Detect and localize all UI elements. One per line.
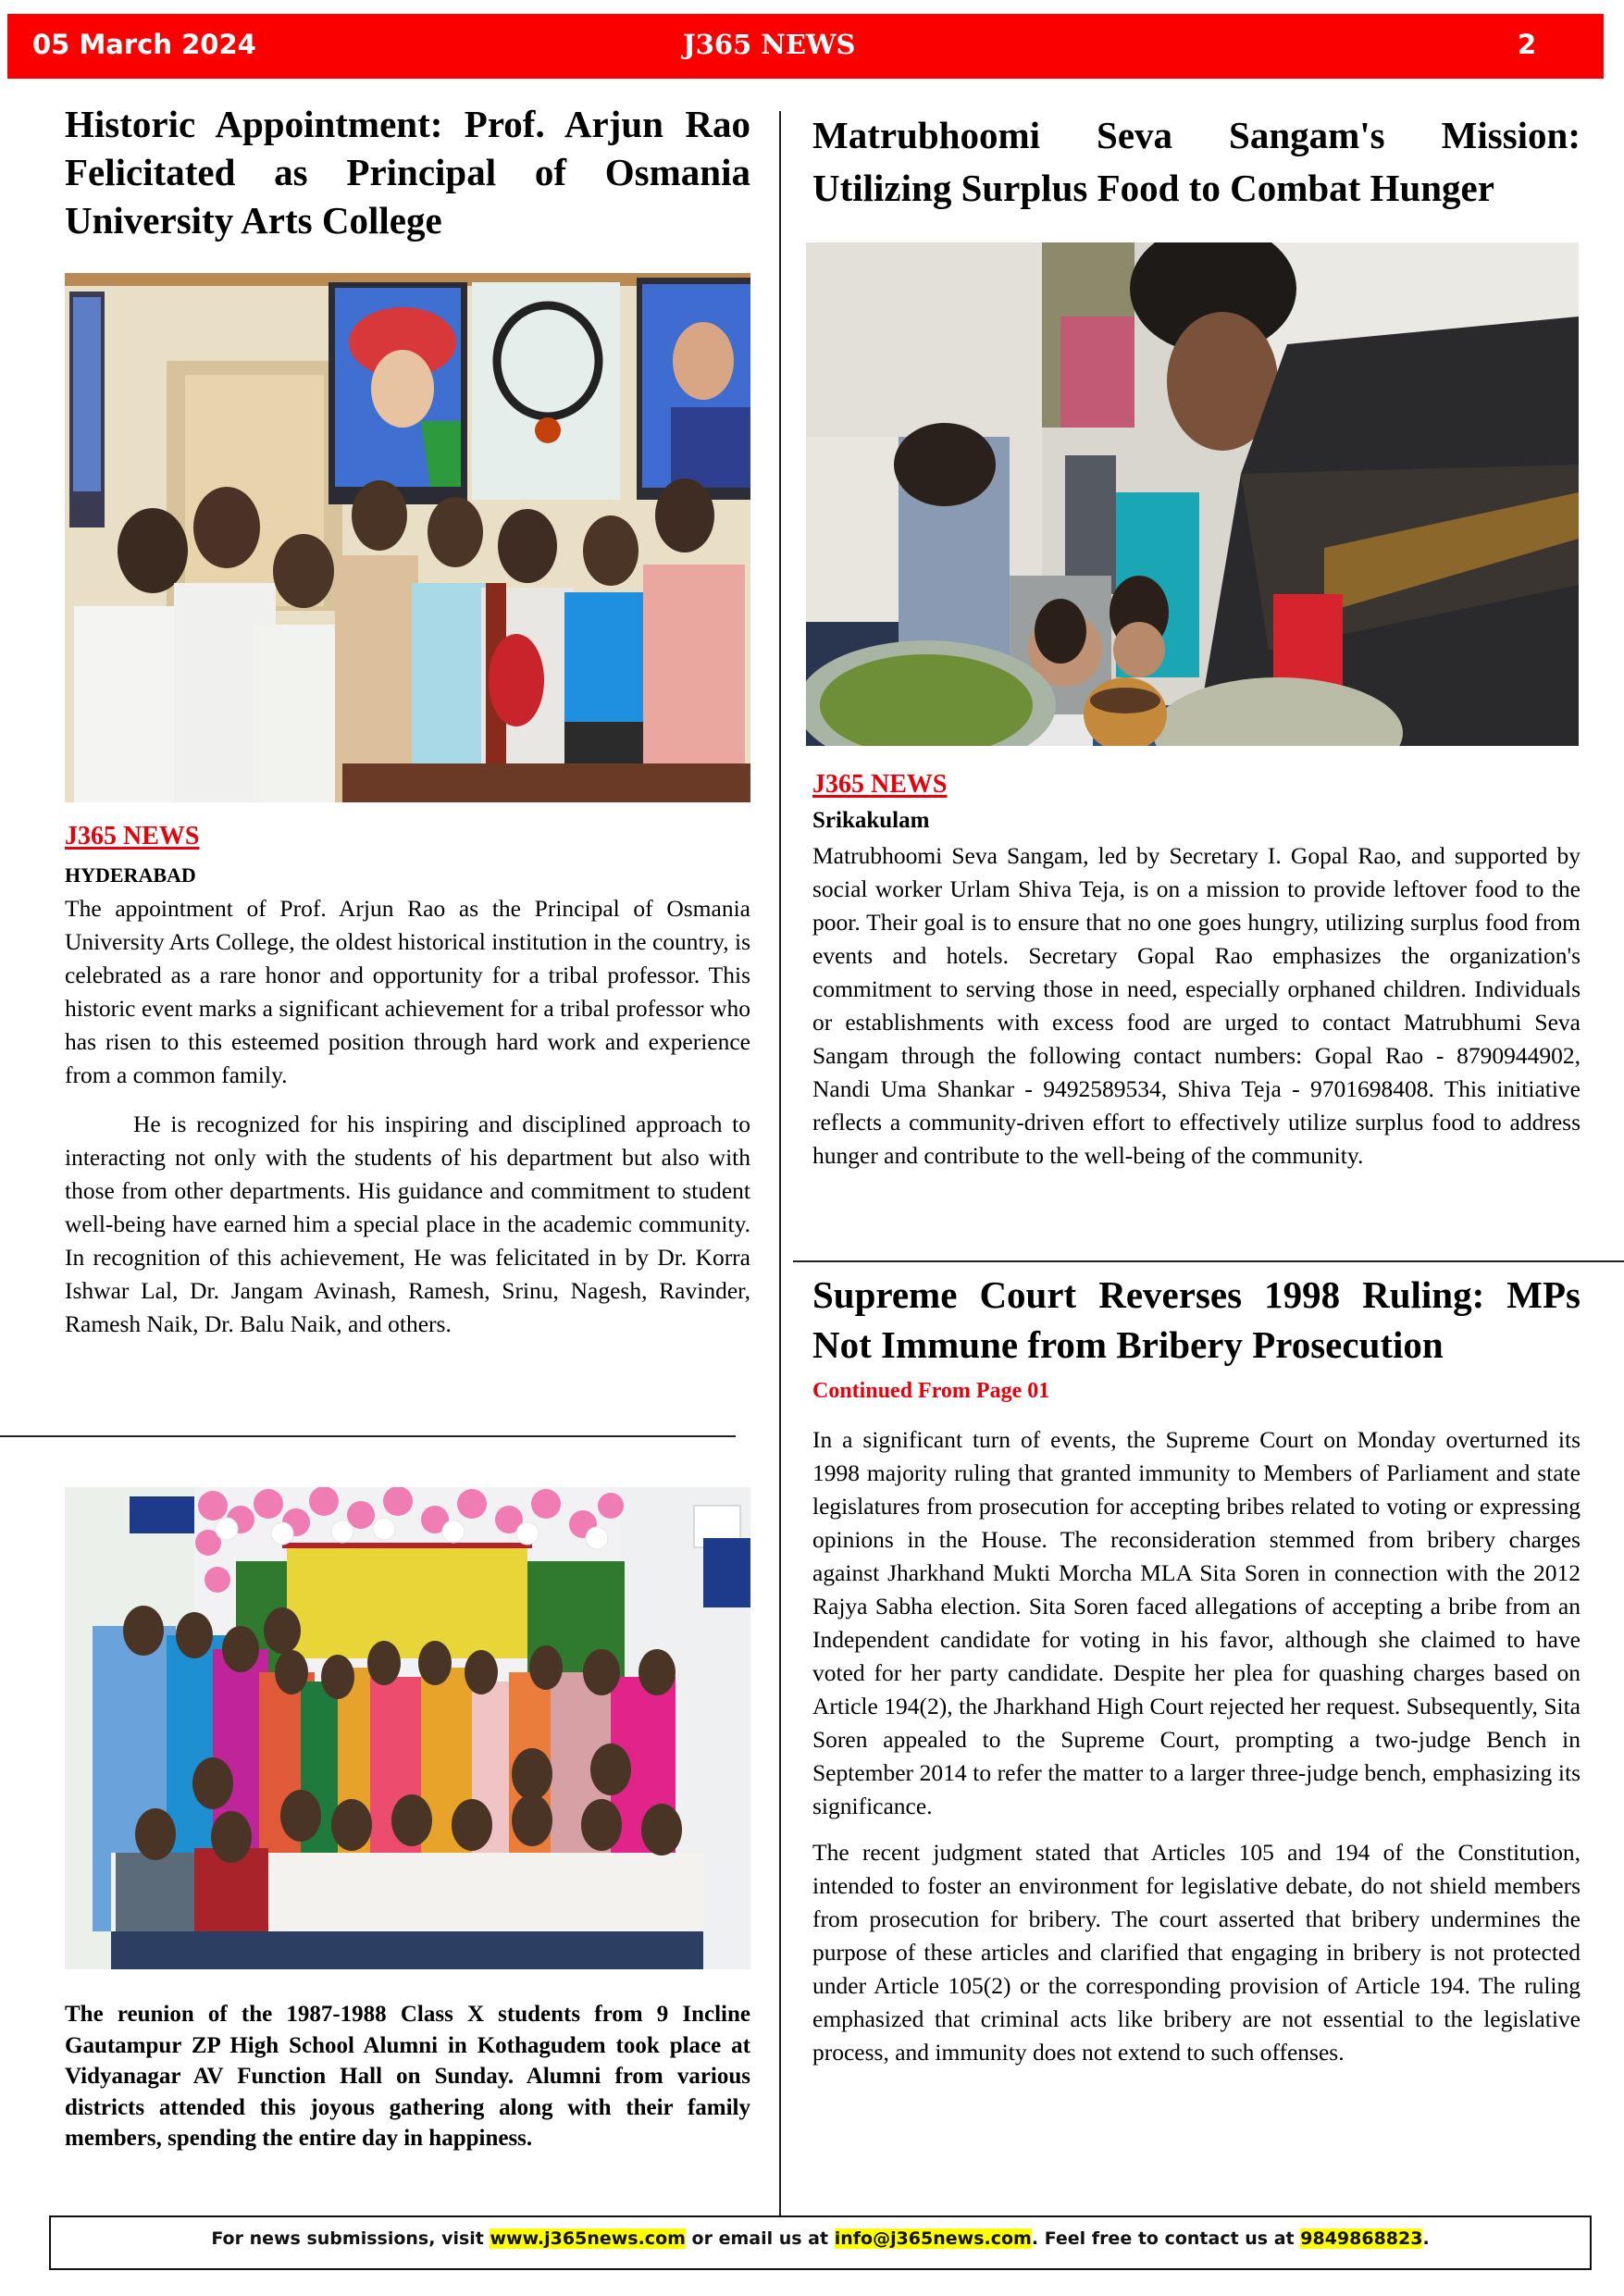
right-article-photo <box>806 242 1579 746</box>
right-article-source-link[interactable]: J365 NEWS <box>812 770 948 799</box>
left-article-headline: Historic Appointment: Prof. Arjun Rao Felicitated as Principal of Osmania University Arts College <box>65 103 750 242</box>
issue-date: 05 March 2024 <box>32 29 256 60</box>
column-divider <box>779 111 781 2216</box>
left-article-paragraph: The appointment of Prof. Arjun Rao as the Principal of Osmania University Arts College, the oldest historical institution in the country, is celebrated as a rare honor and opportunity for a tribal professor. This historic event marks a significant achievement for a tribal professor who has risen to this esteemed position through hard work and experience from a common family. <box>65 895 750 1088</box>
continued-from-label[interactable]: Continued From Page 01 <box>812 1379 1050 1403</box>
left-section-divider <box>0 1435 736 1437</box>
right-section-divider <box>793 1260 1624 1262</box>
footer-text: . Feel free to contact us at <box>1031 2228 1301 2249</box>
left-article-body <box>65 892 750 1341</box>
food-distribution-photo-image <box>806 242 1579 746</box>
left-article-dateline: HYDERABAD <box>65 863 196 887</box>
reunion-photo <box>65 1487 750 1969</box>
email-link[interactable]: info@j365news.com <box>834 2228 1032 2249</box>
right-article-headline: Matrubhoomi Seva Sangam's Mission: Utilizing Surplus Food to Combat Hunger <box>812 114 1581 209</box>
phone-number[interactable]: 9849868823 <box>1300 2228 1423 2249</box>
supreme-article-paragraph: The recent judgment stated that Articles 105 and 194 of the Constitution, intended to foster an environment for legislative debate, do not shield members from prosecution for bribery. The court asserted that bribery undermines the purpose of these articles and clarified that engaging in bribery is not protected under Article 105(2) or the corresponding provision of Article 194. The ruling emphasized that criminal acts like bribery are not essential to the legislative process, and immunity does not extend to such offenses. <box>812 1839 1581 2066</box>
right-article-paragraph: Matrubhoomi Seva Sangam, led by Secretary I. Gopal Rao, and supported by social worker Urlam Shiva Teja, is on a mission to provide leftover food to the poor. Their goal is to ensure that no one goes hungry, utilizing surplus food from events and hotels. Secretary Gopal Rao emphasizes the organization's commitment to serving those in need, especially orphaned children. Individuals or establishments with excess food are urged to contact Matrubhumi Seva Sangam through the following contact numbers: Gopal Rao - 8790944902, Nandi Uma Shankar - 9492589534, Shiva Teja - 9701698408. This initiative reflects a community-driven effort to effectively utilize surplus food to address hunger and contribute to the well-being of the community. <box>812 842 1581 1169</box>
reunion-photo-image <box>65 1487 750 1969</box>
left-article-source-link[interactable]: J365 NEWS <box>65 822 200 850</box>
footer-text: For news submissions, visit <box>211 2228 490 2249</box>
page-header-bar <box>7 14 1604 79</box>
left-article-photo <box>65 273 750 802</box>
supreme-article-headline: Supreme Court Reverses 1998 Ruling: MPs Not Immune from Bribery Prosecution <box>812 1273 1581 1366</box>
right-article-body <box>812 839 1581 1173</box>
reunion-photo-caption: The reunion of the 1987-1988 Class X students from 9 Incline Gautampur ZP High School Alumni in Kothagudem took place at Vidyanagar AV Function Hall on Sunday. Alumni from various districts attended this joyous gathering along with their family members, spending the entire day in happiness. <box>65 2002 750 2151</box>
left-article-paragraph: He is recognized for his inspiring and disciplined approach to interacting not only with the students of his department but also with those from other departments. His guidance and commitment to student well-being have earned him a special place in the academic community. In recognition of this achievement, He was felicitated in by Dr. Korra Ishwar Lal, Dr. Jangam Avinash, Ramesh, Srinu, Nagesh, Ravinder, Ramesh Naik, Dr. Balu Naik, and others. <box>65 1111 750 1337</box>
page-number: 2 <box>1518 29 1537 60</box>
supreme-article-body <box>812 1423 1581 2069</box>
footer-text: . <box>1422 2228 1430 2249</box>
felicitation-photo-image <box>65 273 750 802</box>
footer-text: or email us at <box>685 2228 835 2249</box>
right-article-dateline: Srikakulam <box>812 808 930 833</box>
website-link[interactable]: www.j365news.com <box>490 2228 686 2249</box>
supreme-article-paragraph: In a significant turn of events, the Supreme Court on Monday overturned its 1998 majority ruling that granted immunity to Members of Parliament and state legislatures from prosecution for accepting bribes related to voting or expressing opinions in the House. The reconsideration stemmed from bribery charges against Jharkhand Mukti Morcha MLA Sita Soren in connection with the 2012 Rajya Sabha election. Sita Soren faced allegations of accepting a bribe from an Independent candidate for voting in his favor, although she claimed to have voted for her party candidate. Despite her plea for quashing charges based on Article 194(2), the Jharkhand High Court rejected her request. Subsequently, Sita Soren appealed to the Supreme Court, prompting a two-judge Bench in September 2014 to refer the matter to a larger three-judge bench, emphasizing its significance. <box>812 1426 1581 1819</box>
submission-footer <box>49 2215 1592 2270</box>
publication-name: J365 NEWS <box>683 29 856 60</box>
